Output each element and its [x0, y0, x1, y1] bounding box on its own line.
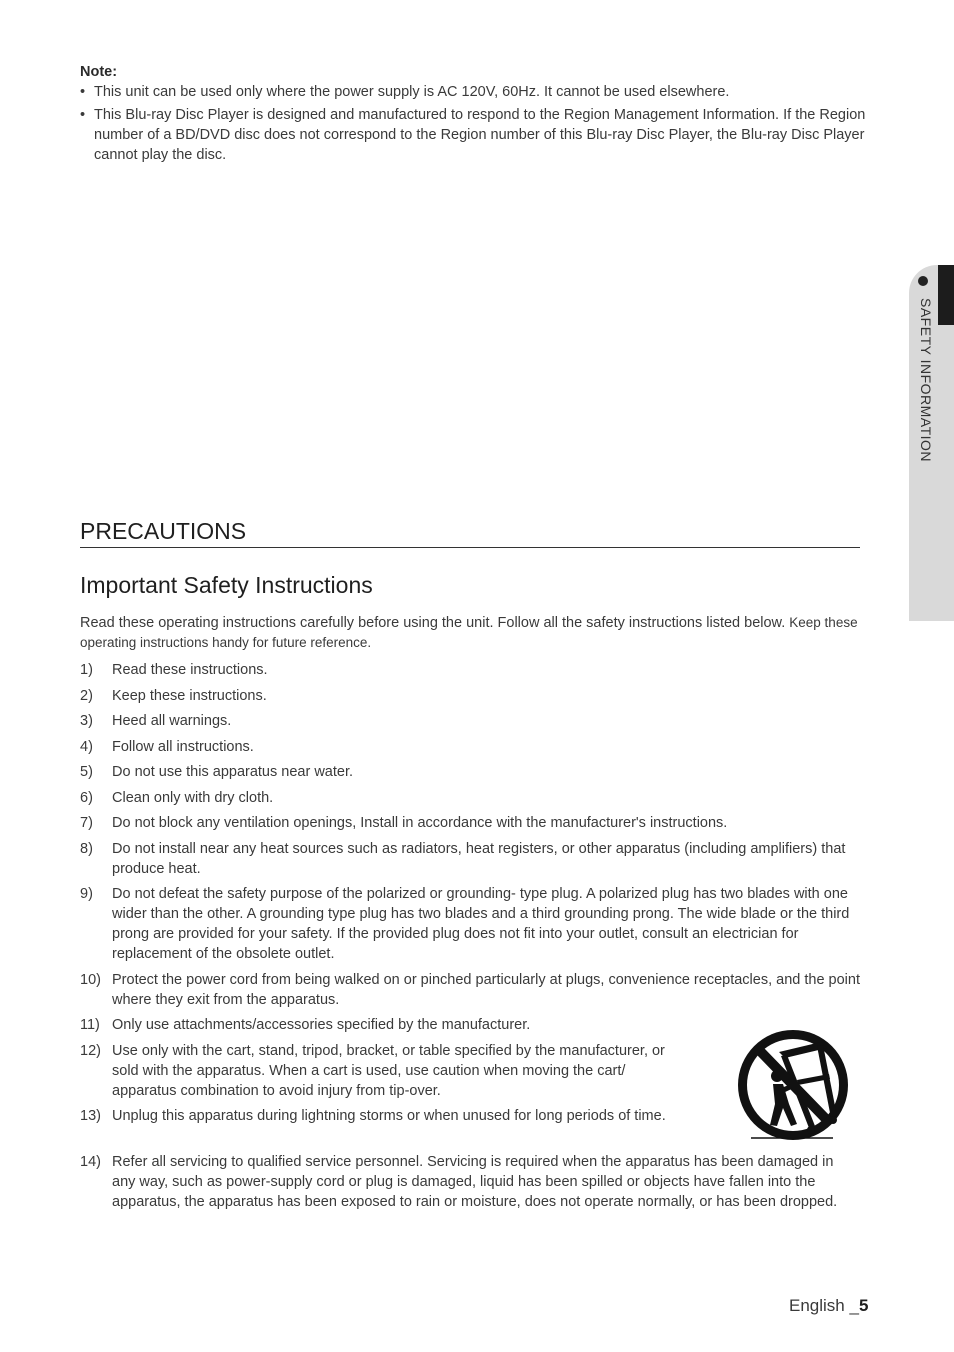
item-text: Use only with the cart, stand, tripod, bracket, or table specified by the manufacturer, or sold with the apparatus. When a cart is used, use caution when moving the cart/ apparatus combination to avoid injury from tip-over. — [112, 1042, 665, 1099]
intro-small: Keep these operating instructions handy for future reference. — [80, 615, 858, 650]
item-text: Unplug this apparatus during lightning storms or when unused for long periods of time. — [112, 1108, 666, 1124]
list-item — [80, 788, 860, 808]
item-text: Refer all servicing to qualified service personnel. Servicing is required when the apparatus has been damaged in any way, such as power-supply cord or plug is damaged, liquid has been spilled or objects have fallen into the apparatus, the apparatus has been exposed to rain or moisture, does not operate normally, or has been dropped. — [112, 1154, 838, 1210]
intro-main: Read these operating instructions carefully before using the unit. Follow all the safety instructions listed below. — [80, 615, 786, 631]
instruction-list-end — [80, 1152, 860, 1218]
item-text: Do not block any ventilation openings, Install in accordance with the manufacturer's instructions. — [112, 815, 728, 831]
item-number: 12) — [80, 1042, 101, 1059]
note-block — [80, 62, 870, 168]
item-number: 5) — [80, 764, 93, 780]
list-item — [80, 839, 860, 879]
item-number: 11) — [80, 1017, 100, 1033]
item-number: 2) — [80, 687, 93, 704]
item-number: 6) — [80, 789, 93, 806]
list-item — [80, 711, 860, 731]
bullet: • — [80, 107, 86, 123]
list-item — [80, 686, 860, 706]
footer-language: English _ — [789, 1296, 859, 1315]
item-number: 7) — [80, 815, 93, 831]
item-number: 1) — [80, 662, 93, 678]
item-number: 14) — [80, 1154, 101, 1170]
note-title: Note: — [80, 64, 118, 80]
bullet-dot-icon — [918, 276, 928, 286]
note-list — [80, 82, 870, 165]
side-tab-label: SAFETY INFORMATION — [918, 298, 934, 463]
item-text: Do not use this apparatus near water. — [112, 764, 354, 780]
item-text: Protect the power cord from being walked on or pinched particularly at plugs, convenience receptacles, and the point where they exit from the apparatus. — [112, 971, 860, 1008]
item-text: Clean only with dry cloth. — [112, 789, 274, 806]
list-item — [80, 813, 860, 833]
item-number: 4) — [80, 738, 93, 755]
note-text: This unit can be used only where the power supply is AC 120V, 60Hz. It cannot be used elsewhere. — [94, 84, 730, 100]
item-number: 10) — [80, 971, 101, 988]
item-text: Follow all instructions. — [112, 738, 254, 755]
list-item — [80, 737, 860, 757]
side-tab-marker — [938, 265, 954, 325]
item-text: Only use attachments/accessories specified by the manufacturer. — [112, 1017, 531, 1033]
item-number: 9) — [80, 886, 93, 902]
item-number: 3) — [80, 713, 93, 729]
item-text: Heed all warnings. — [112, 713, 232, 729]
list-item — [80, 970, 860, 1010]
page-number: 5 — [858, 1296, 869, 1315]
item-number: 13) — [80, 1108, 101, 1124]
intro-paragraph — [80, 613, 860, 653]
item-text: Do not install near any heat sources such as radiators, heat registers, or other apparatus (including amplifiers) that produce heat. — [112, 840, 846, 877]
list-item — [80, 762, 860, 782]
page-footer — [789, 1296, 868, 1316]
item-number: 8) — [80, 840, 93, 857]
note-item — [80, 82, 870, 102]
list-item — [80, 660, 860, 680]
section-title: PRECAUTIONS — [80, 518, 860, 548]
item-text: Keep these instructions. — [112, 687, 267, 704]
note-item — [80, 105, 870, 165]
note-text: This Blu-ray Disc Player is designed and manufactured to respond to the Region Management Information. If the Region number of a BD/DVD disc does not correspond to the Region number of this Blu-ray Disc Player, the Blu-ray Disc Player cannot play the disc. — [94, 107, 866, 163]
list-item — [80, 884, 860, 964]
list-item — [80, 1152, 860, 1212]
item-text: Read these instructions. — [112, 662, 268, 678]
section-subtitle: Important Safety Instructions — [80, 572, 373, 598]
item-text: Do not defeat the safety purpose of the polarized or grounding- type plug. A polarized plug has two blades with one wider than the other. A grounding type plug has two blades and a third grounding prong. The wide blade or the third prong are provided for your safety. If the provided plug does not fit into your outlet, consult an electrician for replacement of the obsolete outlet. — [112, 886, 850, 962]
cart-tip-over-warning-icon — [737, 1028, 857, 1144]
bullet: • — [80, 84, 86, 100]
